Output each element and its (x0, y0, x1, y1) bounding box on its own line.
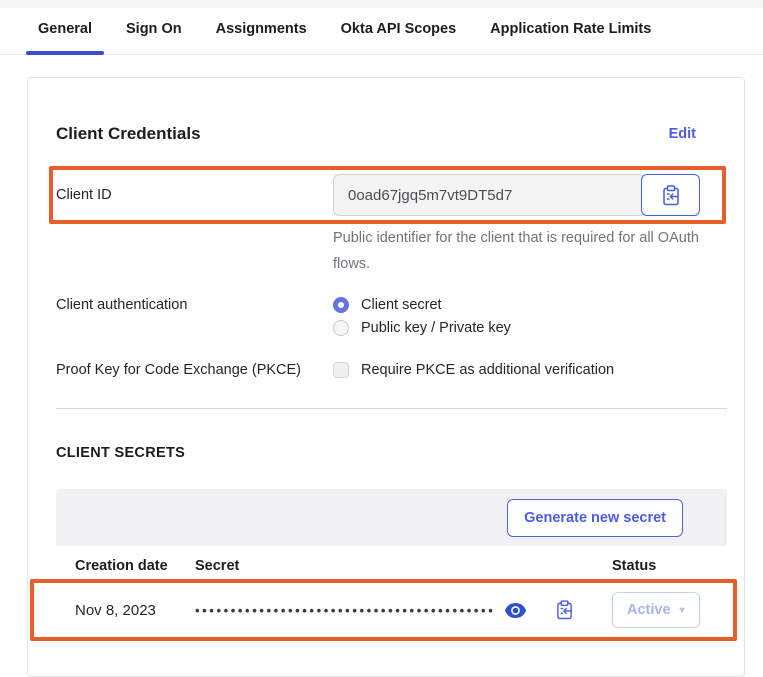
client-id-input[interactable] (333, 174, 645, 216)
client-id-label: Client ID (56, 187, 112, 203)
edit-link[interactable]: Edit (668, 126, 696, 142)
radio-label: Public key / Private key (361, 320, 511, 337)
copy-secret-button[interactable] (556, 600, 573, 620)
client-secrets-heading: CLIENT SECRETS (56, 445, 186, 462)
pkce-checkbox-option[interactable] (333, 362, 614, 378)
radio-label: Client secret (361, 297, 442, 314)
generate-new-secret-button[interactable]: Generate new secret (507, 499, 683, 537)
secret-cell (195, 600, 612, 620)
pkce-row (56, 362, 727, 378)
chevron-down-icon: ▾ (679, 604, 685, 616)
masked-secret-value: •••••••••••••••••••••••••••••••••••••••••• (195, 602, 496, 618)
tab-assignments[interactable]: Assignments (215, 21, 307, 37)
client-authentication-label: Client authentication (56, 297, 188, 314)
client-id-input-group (333, 174, 700, 216)
radio-option-public-private-key[interactable] (333, 320, 511, 336)
tab-application-rate-limits[interactable]: Application Rate Limits (490, 21, 652, 37)
client-authentication-options (333, 297, 511, 336)
tab-okta-api-scopes[interactable]: Okta API Scopes (340, 21, 457, 37)
status-dropdown-button[interactable] (612, 592, 700, 628)
pkce-checkbox-label: Require PKCE as additional verification (361, 362, 615, 379)
client-id-help-text: Public identifier for the client that is required for all OAuth flows. (333, 230, 699, 273)
section-divider (56, 408, 727, 409)
status-cell (612, 592, 727, 628)
pkce-label: Proof Key for Code Exchange (PKCE) (56, 362, 302, 379)
tab-sign-on[interactable]: Sign On (126, 21, 182, 37)
radio-unselected-icon[interactable] (333, 320, 349, 336)
column-header-secret: Secret (195, 558, 240, 575)
clipboard-copy-icon (556, 600, 573, 620)
checkbox-unchecked-icon[interactable] (333, 362, 349, 378)
secrets-toolbar (56, 489, 727, 546)
column-header-creation-date: Creation date (75, 558, 168, 575)
secret-table-row (56, 586, 727, 634)
clipboard-copy-icon (662, 185, 680, 206)
secret-creation-date: Nov 8, 2023 (75, 601, 156, 619)
table-header-row (56, 546, 727, 586)
client-authentication-row (56, 297, 727, 336)
general-settings-card (27, 77, 745, 677)
tab-general[interactable]: General (26, 7, 104, 54)
reveal-secret-button[interactable] (505, 603, 526, 618)
radio-option-client-secret[interactable] (333, 297, 511, 313)
tab-bar (0, 8, 763, 55)
copy-client-id-button[interactable] (641, 174, 700, 216)
radio-selected-icon[interactable] (333, 297, 349, 313)
status-label: Active (627, 602, 671, 619)
client-id-row (56, 174, 727, 216)
client-credentials-header (56, 124, 727, 144)
client-secrets-table (56, 489, 727, 634)
eye-icon (505, 603, 526, 618)
section-title: Client Credentials (56, 124, 201, 143)
column-header-status: Status (612, 558, 657, 575)
